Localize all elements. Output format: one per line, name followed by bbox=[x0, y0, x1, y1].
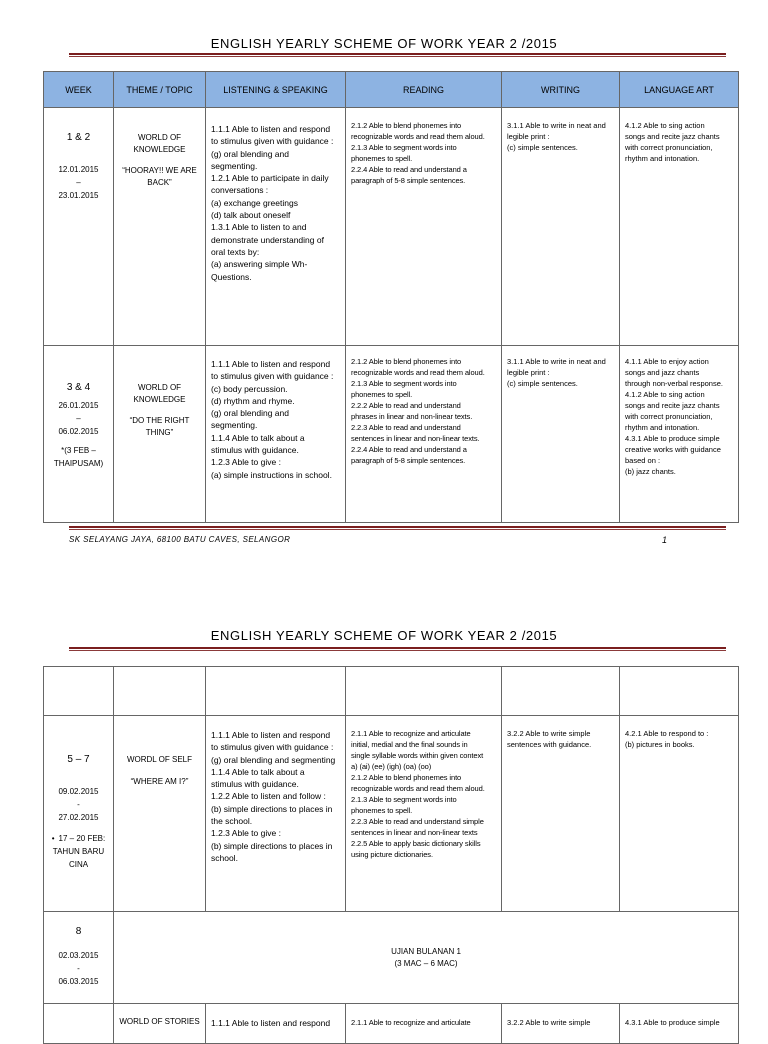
footer-rule bbox=[69, 526, 726, 530]
empty-cell bbox=[206, 667, 346, 716]
empty-cell bbox=[114, 667, 206, 716]
language-art-cell: 4.1.1 Able to enjoy action songs and jazz chants through non-verbal response. 4.1.2 Able to sing action songs and recite jazz chants with correct pronunciation, rhythm and intonation. 4.3.1 Able to produce simple creative works with guidance based on : (b) jazz chants. bbox=[620, 346, 739, 523]
writing-cell: 3.2.2 Able to write simple sentences with guidance. bbox=[502, 716, 620, 912]
week-cell bbox=[44, 716, 114, 912]
reading-cell: 2.1.1 Able to recognize and articulate initial, medial and the final sounds in single syllable words within given context a) (ai) (ee) (igh) (oa) (oo) 2.1.2 Able to blend phonemes into recognizable words and read them aloud. 2.1.3 Able to segment words into phonemes to spell. 2.2.3 Able to read and understand simple sentences in linear and non-linear texts 2.2.5 Able to apply basic dictionary skills using picture dictionaries. bbox=[346, 716, 502, 912]
week-number: 8 bbox=[75, 926, 82, 937]
empty-header-row bbox=[44, 667, 739, 716]
language-art-cell: 4.3.1 Able to produce simple bbox=[620, 1004, 739, 1044]
header-rule bbox=[69, 53, 726, 57]
week-dates: 26.01.2015 – 06.02.2015 *(3 FEB – THAIPUSAM) bbox=[53, 401, 104, 468]
empty-cell bbox=[502, 667, 620, 716]
table-header-row bbox=[44, 72, 739, 108]
header-rule bbox=[69, 647, 726, 651]
writing-cell: 3.1.1 Able to write in neat and legible print : (c) simple sentences. bbox=[502, 346, 620, 523]
theme-cell: WORLD OF KNOWLEDGE “HOORAY!! WE ARE BACK” bbox=[114, 108, 206, 346]
language-art-cell: 4.2.1 Able to respond to : (b) pictures in books. bbox=[620, 716, 739, 912]
header-writing: WRITING bbox=[502, 72, 620, 108]
week-cell bbox=[44, 346, 114, 523]
scheme-table-page1 bbox=[43, 71, 739, 523]
table-row bbox=[44, 716, 739, 912]
header-listening: LISTENING & SPEAKING bbox=[206, 72, 346, 108]
listening-cell: 1.1.1 Able to listen and respond bbox=[206, 1004, 346, 1044]
week-cell bbox=[44, 108, 114, 346]
page-title: ENGLISH YEARLY SCHEME OF WORK YEAR 2 /2015 bbox=[210, 36, 558, 51]
theme-cell: WORLD OF STORIES bbox=[114, 1004, 206, 1044]
header-week: WEEK bbox=[44, 72, 114, 108]
page-title: ENGLISH YEARLY SCHEME OF WORK YEAR 2 /2015 bbox=[210, 628, 558, 643]
week-cell bbox=[44, 912, 114, 1004]
theme-cell: WORLD OF KNOWLEDGE “DO THE RIGHT THING” bbox=[114, 346, 206, 523]
reading-cell: 2.1.1 Able to recognize and articulate bbox=[346, 1004, 502, 1044]
week-number: 3 & 4 bbox=[66, 382, 91, 393]
week-number: 1 & 2 bbox=[66, 132, 91, 143]
theme-cell: WORDL OF SELF “WHERE AM I?” bbox=[114, 716, 206, 912]
week-dates: 12.01.2015 – 23.01.2015 bbox=[58, 165, 99, 200]
holiday-note: • 17 – 20 FEB: TAHUN BARU CINA bbox=[51, 834, 106, 869]
listening-cell: 1.1.1 Able to listen and respond to stimulus given with guidance : (g) oral blending and segmenting. 1.2.1 Able to participate in daily conversations : (a) exchange greetings (d) talk about oneself 1.3.1 Able to listen to and demonstrate understanding of oral texts by: (a) answering simple Wh- Questions. bbox=[206, 108, 346, 346]
scheme-table-page2 bbox=[43, 666, 739, 1044]
table-row bbox=[44, 912, 739, 1004]
listening-cell: 1.1.1 Able to listen and respond to stimulus given with guidance : (c) body percussion. (d) rhythm and rhyme. (g) oral blending and segmenting. 1.1.4 Able to talk about a stimulus with guidance. 1.2.3 Able to give : (a) simple instructions in school. bbox=[206, 346, 346, 523]
empty-cell bbox=[44, 667, 114, 716]
week-number: 5 – 7 bbox=[67, 754, 90, 765]
week-dates: 09.02.2015 - 27.02.2015 bbox=[58, 787, 99, 822]
language-art-cell: 4.1.2 Able to sing action songs and recite jazz chants with correct pronunciation, rhythm and intonation. bbox=[620, 108, 739, 346]
listening-cell: 1.1.1 Able to listen and respond to stimulus given with guidance : (g) oral blending and segmenting 1.1.4 Able to talk about a stimulus with guidance. 1.2.2 Able to listen and follow : (b) simple directions to places in the school. 1.2.3 Able to give : (b) simple directions to places in school. bbox=[206, 716, 346, 912]
page-number: 1 bbox=[662, 535, 668, 545]
header-theme: THEME / TOPIC bbox=[114, 72, 206, 108]
writing-cell: 3.1.1 Able to write in neat and legible print : (c) simple sentences. bbox=[502, 108, 620, 346]
table-row bbox=[44, 108, 739, 346]
week-dates: 02.03.2015 - 06.03.2015 bbox=[58, 951, 99, 986]
empty-cell bbox=[346, 667, 502, 716]
empty-cell bbox=[620, 667, 739, 716]
reading-cell: 2.1.2 Able to blend phonemes into recognizable words and read them aloud. 2.1.3 Able to segment words into phonemes to spell. 2.2.2 Able to read and understand phrases in linear and non-linear texts. 2.2.3 Able to read and understand sentences in linear and non-linear texts. 2.2.4 Able to read and understand a paragraph of 5-8 simple sentences. bbox=[346, 346, 502, 523]
school-footer: SK SELAYANG JAYA, 68100 BATU CAVES, SELANGOR bbox=[69, 535, 291, 544]
header-language-art: LANGUAGE ART bbox=[620, 72, 739, 108]
monthly-test-cell: UJIAN BULANAN 1 (3 MAC – 6 MAC) bbox=[114, 912, 739, 1004]
table-row bbox=[44, 346, 739, 523]
reading-cell: 2.1.2 Able to blend phonemes into recognizable words and read them aloud. 2.1.3 Able to segment words into phonemes to spell. 2.2.4 Able to read and understand a paragraph of 5-8 simple sentences. bbox=[346, 108, 502, 346]
writing-cell: 3.2.2 Able to write simple bbox=[502, 1004, 620, 1044]
header-reading: READING bbox=[346, 72, 502, 108]
